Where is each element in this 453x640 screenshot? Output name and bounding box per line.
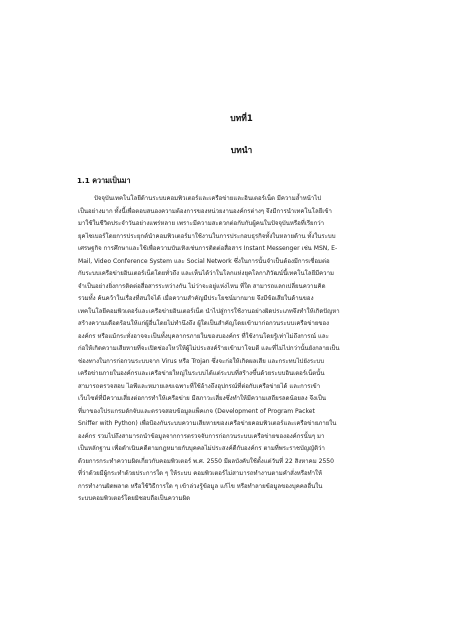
section-heading: 1.1 ความเป็นมา — [77, 176, 131, 185]
body-line: ยุคไซเบอร์โดยการประยุกต์นำคอมพิวเตอร์มาใช้งานในการประกอบธุรกิจทั้งในหลายด้าน ทั้งในระบบ — [78, 232, 336, 240]
body-paragraph — [78, 193, 394, 506]
body-line: เว็บไซต์ที่มีความเสี่ยงต่อการทำให้เครือข่าย มีสภาวะเสี่ยงซึ่งทำให้มีความเสถียรลดน้อยลง จึงเป็น — [78, 395, 326, 402]
body-line: รวมทั้ง ค้นคว้าในเรื่องที่สนใจได้ เมื่อความสำคัญมีประโยชน์มากมาย จึงมีข้อเสียในด้านของ — [78, 295, 314, 302]
body-line: การทำงานผิดพลาด หรือใช้วิธีการใด ๆ เข้าล่วงรู้ข้อมูล แก้ไข หรือทำลายข้อมูลของบุคคลอื่นใน — [78, 482, 323, 490]
body-line: ระบบคอมพิวเตอร์โดยมิชอบถือเป็นความผิด — [78, 495, 190, 502]
body-line: เป็นอย่างมาก ทั้งนี้เพื่อตอบสนองความต้องการของหน่วยงานองค์กรต่างๆ จึงมีการนำเทคโนโลยีเข้า — [78, 207, 332, 215]
body-line: จำเป็นอย่างยิ่งการติดต่อสื่อสารระหว่างกัน ไม่ว่าจะอยู่แห่งไหน ที่ใด สามารถแลกเปลี่ยนความคิด — [78, 282, 326, 290]
body-line: เศรษฐกิจ การศึกษาและใช้เพื่อความบันเทิงเช่นการติดต่อสื่อสาร Instant Messenger เช่น MSN, E- — [78, 245, 338, 252]
body-line: สร้างความเดือดร้อนให้แก่ผู้อื่นโดยไม่ทำนึงถึง ผู้ใดเป็นสำคัญโดยเข้ามาก่อกวนระบบเครือข่ายของ — [78, 320, 330, 327]
body-line: ด้วยการกระทำความผิดเกี่ยวกับคอมพิวเตอร์ พ.ศ. 2550 มีผลบังคับใช้ตั้งแต่วันที่ 22 สิงหาคม 2550 — [78, 457, 334, 465]
body-line: เทคโนโลยีคอมพิวเตอร์และเครือข่ายอินเตอร์เน็ต นำไปสู่การใช้งานอย่างผิดประเภทจึงทำให้เกิดปัญหา — [78, 307, 340, 315]
body-line: องค์กร รวมไปถึงสามารถนำข้อมูลจากการตรวจจับการก่อกวนระบบเครือข่ายขององค์กรนั้นๆ มา — [78, 432, 325, 440]
chapter-title: บทนำ — [230, 146, 253, 156]
body-line: กับระบบเครือข่ายอินเตอร์เน็ตโดยทั่วถึง และเห็นได้ว่าในโลกแห่งยุคโลกาภิวัฒน์นี้เทคโนโลยีมีความ — [78, 270, 334, 277]
body-line: เป็นหลักฐาน เพื่อดำเนินคดีตามกฎหมายกับบุคคลไม่ประสงค์ดีกับองค์กร ตามที่พระราชบัญญัติว่า — [78, 445, 325, 452]
body-line: ที่ว่าด้วยมีผู้กระทำด้วยประการใด ๆ ให้ระบบ คอมพิวเตอร์ไม่สามารถทำงานตามคำสั่งหรือทำให้ — [78, 470, 322, 477]
chapter-number: บทที่1 — [230, 114, 253, 124]
body-line: เครือข่ายภายในองค์กรและเครือข่ายใหญ่ในระบบได้แต่ระบบที่สร้างขึ้นด้วยระบบอินเตอร์เน็ตนั้น — [78, 370, 325, 377]
body-line: องค์กร หรือแม้กระทั่งอาจจะเป็นทั้งบุคลากรภายในของบองค์กร ที่ใช้งานโดยรู้เท่าไม่ถึงการณ์ และ — [78, 332, 329, 340]
body-line: มาใช้ในชีวิตประจำวันอย่างแพร่หลาย เพราะมีความสะดวกต่อกับกับผู้คนในปัจจุบันหรือที่เรียกว่า — [78, 220, 325, 227]
body-line: ปัจจุบันเทคโนโลยีด้านระบบคอมพิวเตอร์และเครือข่ายและอินเตอร์เน็ต มีความล้ำหน้าไป — [94, 195, 322, 202]
body-line: Sniffer with Python) เพื่อป้องกันระบบความเสียหายของเครือข่ายคอมพิวเตอร์และเครือข่ายภายใน — [78, 420, 337, 427]
body-line: Mail, Video Conference System และ Social Network ซึ่งในการนั้นจำเป็นต้องมีการเชื่อมต่อ — [78, 257, 330, 265]
body-line: ก่อให้เกิดความเสียหายที่จะเปิดช่องโหว่ให้ผู้ไม่ประสงค์ร้ายเข้ามาโจมตี และที่ไม่ไปกว่านั้นยังกลายเป็น — [78, 345, 340, 352]
body-line: ที่มาของโปรแกรมดักจับและตรวจสอบข้อมูลแพ็คเกจ (Development of Program Packet — [78, 407, 315, 415]
body-line: ช่องทางในการก่อกวนระบบจาก Virus หรือ Trojan ซึ่งจะก่อให้เกิดผลเสีย และกระทบไปยังระบบ — [78, 357, 325, 365]
body-line: สามารถตรวจสอบ ไอพีและหมายเลขเฉพาะที่ใช้อ้างถึงอุปกรณ์ที่ต่อกับเครือข่ายได้ และการเข้า — [78, 382, 321, 390]
